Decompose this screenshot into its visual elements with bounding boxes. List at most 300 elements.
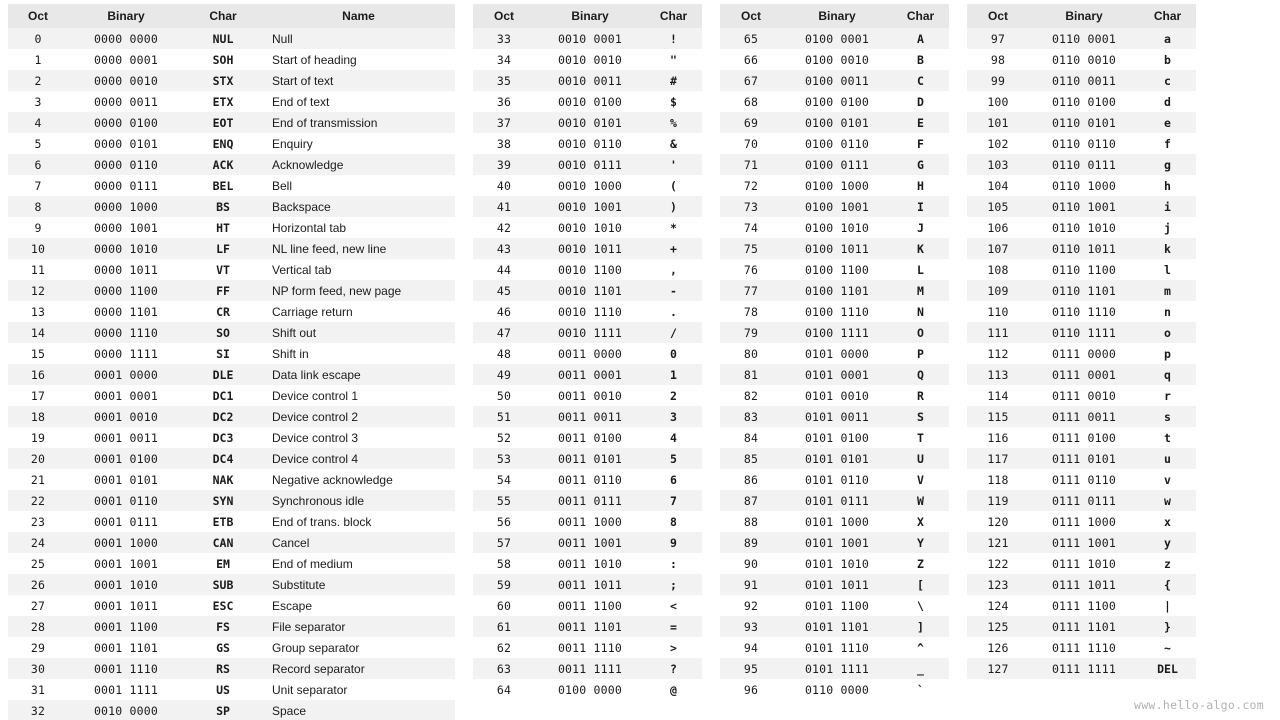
table-row (967, 154, 1196, 175)
table-row (720, 301, 949, 322)
cell-oct: 7 (34, 178, 42, 193)
cell-char: DLE (212, 367, 234, 382)
table-row (720, 385, 949, 406)
cell-char: } (1164, 619, 1171, 634)
cell-binary: 0110 0011 (1051, 73, 1117, 88)
cell-char: C (917, 73, 924, 88)
table-row (967, 175, 1196, 196)
cell-oct: 104 (987, 178, 1009, 193)
cell-char: k (1164, 241, 1171, 256)
cell-char: j (1164, 220, 1171, 235)
cell-binary: 0010 0111 (557, 157, 623, 172)
cell-name: Shift out (272, 325, 317, 340)
cell-char: 6 (670, 472, 677, 487)
cell-oct: 23 (30, 514, 46, 529)
cell-char: q (1164, 367, 1171, 382)
table-row (473, 616, 702, 637)
cell-char: # (670, 73, 677, 88)
cell-oct: 59 (496, 577, 512, 592)
cell-binary: 0001 1001 (93, 556, 159, 571)
table-row (8, 511, 455, 532)
table-row (967, 322, 1196, 343)
cell-oct: 35 (496, 73, 512, 88)
cell-oct: 106 (987, 220, 1009, 235)
cell-char: y (1164, 535, 1171, 550)
cell-binary: 0010 0000 (93, 703, 159, 718)
table-row (8, 385, 455, 406)
table-row (8, 616, 455, 637)
cell-binary: 0001 1110 (93, 661, 159, 676)
cell-char: n (1164, 304, 1171, 319)
cell-binary: 0001 0010 (93, 409, 159, 424)
cell-oct: 92 (743, 598, 759, 613)
cell-oct: 40 (496, 178, 512, 193)
cell-binary: 0010 0101 (557, 115, 623, 130)
cell-char: ETB (212, 514, 234, 529)
cell-char: , (670, 262, 677, 277)
cell-oct: 29 (30, 640, 46, 655)
cell-binary: 0101 0010 (804, 388, 870, 403)
cell-binary: 0010 1100 (557, 262, 623, 277)
cell-char: SO (216, 325, 230, 340)
cell-char: BEL (212, 178, 234, 193)
table-row (720, 658, 949, 679)
cell-binary: 0011 0111 (557, 493, 623, 508)
cell-oct: 20 (30, 451, 46, 466)
cell-binary: 0111 1101 (1051, 619, 1117, 634)
cell-char: < (670, 598, 677, 613)
cell-oct: 84 (743, 430, 759, 445)
cell-char: . (670, 304, 677, 319)
cell-oct: 100 (987, 94, 1009, 109)
cell-binary: 0000 0001 (93, 52, 159, 67)
table-row (473, 91, 702, 112)
cell-binary: 0010 1010 (557, 220, 623, 235)
cell-oct: 70 (743, 136, 759, 151)
table-row (720, 616, 949, 637)
cell-binary: 0001 0100 (93, 451, 159, 466)
cell-oct: 82 (743, 388, 759, 403)
cell-char: FF (216, 283, 230, 298)
cell-char: 5 (670, 451, 677, 466)
cell-binary: 0111 0001 (1051, 367, 1117, 382)
cell-binary: 0110 0000 (804, 682, 870, 697)
table-row (720, 490, 949, 511)
table-row (473, 343, 702, 364)
cell-char: ] (917, 619, 924, 634)
cell-char: GS (216, 640, 230, 655)
cell-char: EM (216, 556, 230, 571)
cell-char: SYN (212, 493, 234, 508)
cell-binary: 0110 1011 (1051, 241, 1117, 256)
cell-oct: 90 (743, 556, 759, 571)
cell-char: W (917, 493, 924, 508)
table-row (473, 385, 702, 406)
table-row (967, 91, 1196, 112)
cell-name: Substitute (272, 577, 326, 592)
cell-oct: 5 (34, 136, 42, 151)
cell-oct: 83 (743, 409, 759, 424)
cell-oct: 108 (987, 262, 1009, 277)
cell-oct: 9 (34, 220, 42, 235)
cell-char: z (1164, 556, 1171, 571)
cell-binary: 0001 1100 (93, 619, 159, 634)
table-row (8, 637, 455, 658)
cell-oct: 8 (34, 199, 42, 214)
cell-name: Group separator (272, 640, 360, 655)
table-row (720, 637, 949, 658)
table-row (473, 154, 702, 175)
table-row (967, 112, 1196, 133)
cell-char: R (917, 388, 924, 403)
table-row (967, 469, 1196, 490)
table-header-row (473, 4, 702, 28)
cell-name: Unit separator (272, 682, 348, 697)
table-row (8, 406, 455, 427)
cell-char: CAN (212, 535, 234, 550)
cell-oct: 26 (30, 577, 46, 592)
cell-char: + (670, 241, 677, 256)
cell-binary: 0001 1011 (93, 598, 159, 613)
cell-oct: 96 (743, 682, 759, 697)
cell-oct: 60 (496, 598, 512, 613)
cell-char: BS (216, 199, 230, 214)
table-row (967, 49, 1196, 70)
cell-char: l (1164, 262, 1171, 277)
table-row (720, 343, 949, 364)
cell-oct: 14 (30, 325, 46, 340)
table-row (720, 49, 949, 70)
cell-name: NL line feed, new line (272, 241, 387, 256)
table-row (967, 427, 1196, 448)
cell-char: 2 (670, 388, 677, 403)
cell-oct: 125 (987, 619, 1009, 634)
table-row (8, 427, 455, 448)
table-row (473, 70, 702, 91)
cell-char: [ (917, 577, 924, 592)
table-row (967, 406, 1196, 427)
cell-binary: 0110 1111 (1051, 325, 1117, 340)
cell-char: DC2 (212, 409, 234, 424)
cell-binary: 0111 1110 (1051, 640, 1117, 655)
cell-char: ^ (917, 640, 924, 655)
cell-oct: 31 (30, 682, 46, 697)
cell-oct: 98 (990, 52, 1006, 67)
table-row (8, 154, 455, 175)
cell-oct: 58 (496, 556, 512, 571)
column-header-oct: Oct (473, 4, 535, 28)
cell-oct: 32 (30, 703, 46, 718)
table-row (8, 700, 455, 720)
cell-oct: 43 (496, 241, 512, 256)
column-header-binary: Binary (68, 4, 184, 28)
cell-binary: 0000 0111 (93, 178, 159, 193)
cell-char: ? (670, 661, 677, 676)
cell-char: e (1164, 115, 1171, 130)
cell-binary: 0100 1100 (804, 262, 870, 277)
cell-binary: 0011 1001 (557, 535, 623, 550)
cell-oct: 51 (496, 409, 512, 424)
cell-oct: 87 (743, 493, 759, 508)
cell-binary: 0111 1100 (1051, 598, 1117, 613)
cell-binary: 0000 0011 (93, 94, 159, 109)
table-row (720, 532, 949, 553)
cell-char: T (917, 430, 924, 445)
cell-oct: 93 (743, 619, 759, 634)
table-row (473, 469, 702, 490)
cell-oct: 3 (34, 94, 42, 109)
cell-oct: 42 (496, 220, 512, 235)
cell-binary: 0000 1001 (93, 220, 159, 235)
cell-char: E (917, 115, 924, 130)
cell-char: - (670, 283, 677, 298)
table-row (473, 217, 702, 238)
ascii-tables-container (8, 4, 1196, 720)
cell-binary: 0001 1101 (93, 640, 159, 655)
table-row (720, 196, 949, 217)
cell-oct: 75 (743, 241, 759, 256)
cell-oct: 48 (496, 346, 512, 361)
cell-binary: 0010 1011 (557, 241, 623, 256)
table-row (967, 259, 1196, 280)
cell-oct: 2 (34, 73, 42, 88)
cell-binary: 0001 1000 (93, 535, 159, 550)
cell-binary: 0110 1010 (1051, 220, 1117, 235)
cell-binary: 0101 1000 (804, 514, 870, 529)
cell-oct: 111 (987, 325, 1009, 340)
cell-name: Start of heading (272, 52, 357, 67)
cell-char: US (216, 682, 230, 697)
cell-oct: 36 (496, 94, 512, 109)
cell-binary: 0000 1110 (93, 325, 159, 340)
cell-oct: 6 (34, 157, 42, 172)
table-row (720, 595, 949, 616)
cell-binary: 0011 0001 (557, 367, 623, 382)
table-row (720, 427, 949, 448)
cell-binary: 0110 1001 (1051, 199, 1117, 214)
cell-binary: 0001 0000 (93, 367, 159, 382)
table-row (473, 406, 702, 427)
cell-char: SUB (212, 577, 234, 592)
cell-binary: 0100 0001 (804, 31, 870, 46)
table-row (967, 343, 1196, 364)
cell-binary: 0001 1010 (93, 577, 159, 592)
cell-char: LF (216, 241, 230, 256)
cell-binary: 0111 0100 (1051, 430, 1117, 445)
cell-oct: 81 (743, 367, 759, 382)
cell-char: ENQ (212, 136, 234, 151)
cell-binary: 0000 1011 (93, 262, 159, 277)
cell-char: Z (917, 556, 924, 571)
cell-name: End of transmission (272, 115, 378, 130)
cell-char: Y (917, 535, 924, 550)
cell-char: ; (670, 577, 677, 592)
table-row (8, 301, 455, 322)
cell-oct: 67 (743, 73, 759, 88)
cell-name: Data link escape (272, 367, 361, 382)
table-row (473, 574, 702, 595)
cell-binary: 0111 0000 (1051, 346, 1117, 361)
column-header-oct: Oct (967, 4, 1029, 28)
cell-oct: 50 (496, 388, 512, 403)
table-row (8, 49, 455, 70)
table-row (720, 322, 949, 343)
table-row (720, 511, 949, 532)
cell-char: > (670, 640, 677, 655)
cell-char: $ (670, 94, 677, 109)
cell-binary: 0111 0111 (1051, 493, 1117, 508)
cell-oct: 116 (987, 430, 1009, 445)
cell-binary: 0100 1110 (804, 304, 870, 319)
cell-binary: 0111 0010 (1051, 388, 1117, 403)
cell-binary: 0110 1100 (1051, 262, 1117, 277)
cell-name: Device control 2 (272, 409, 359, 424)
cell-binary: 0100 0110 (804, 136, 870, 151)
table-row (720, 28, 949, 49)
table-row (473, 175, 702, 196)
cell-char: ` (917, 682, 924, 697)
cell-binary: 0101 0000 (804, 346, 870, 361)
cell-oct: 22 (30, 493, 46, 508)
table-row (967, 301, 1196, 322)
cell-name: Null (272, 31, 293, 46)
cell-binary: 0000 1100 (93, 283, 159, 298)
cell-binary: 0101 0110 (804, 472, 870, 487)
cell-oct: 117 (987, 451, 1009, 466)
column-header-binary: Binary (782, 4, 892, 28)
cell-oct: 68 (743, 94, 759, 109)
cell-char: ) (670, 199, 677, 214)
table-row (8, 280, 455, 301)
cell-binary: 0100 1011 (804, 241, 870, 256)
cell-binary: 0110 0010 (1051, 52, 1117, 67)
cell-oct: 101 (987, 115, 1009, 130)
cell-binary: 0100 1101 (804, 283, 870, 298)
cell-char: p (1164, 346, 1171, 361)
cell-char: ! (670, 31, 677, 46)
table-row (473, 196, 702, 217)
table-row (8, 259, 455, 280)
cell-binary: 0101 0101 (804, 451, 870, 466)
cell-binary: 0111 1000 (1051, 514, 1117, 529)
table-row (8, 469, 455, 490)
cell-char: U (917, 451, 924, 466)
cell-char: P (917, 346, 924, 361)
table-row (8, 133, 455, 154)
table-row (967, 385, 1196, 406)
cell-char: 9 (670, 535, 677, 550)
cell-char: Q (917, 367, 924, 382)
cell-name: End of medium (272, 556, 353, 571)
cell-char: ESC (212, 598, 234, 613)
table-row (473, 112, 702, 133)
cell-name: Space (272, 703, 307, 718)
cell-oct: 115 (987, 409, 1009, 424)
cell-oct: 17 (30, 388, 46, 403)
cell-binary: 0010 1000 (557, 178, 623, 193)
cell-name: File separator (272, 619, 346, 634)
cell-binary: 0101 0001 (804, 367, 870, 382)
table-row (8, 343, 455, 364)
table-row (473, 595, 702, 616)
cell-oct: 11 (30, 262, 46, 277)
table-row (967, 280, 1196, 301)
table-row (473, 637, 702, 658)
table-row (473, 553, 702, 574)
cell-binary: 0011 0101 (557, 451, 623, 466)
cell-char: DC3 (212, 430, 234, 445)
cell-binary: 0100 1010 (804, 220, 870, 235)
cell-char: STX (212, 73, 234, 88)
table-row (8, 553, 455, 574)
cell-binary: 0101 0100 (804, 430, 870, 445)
column-header-char: Char (645, 4, 702, 28)
table-row (967, 532, 1196, 553)
cell-binary: 0100 0101 (804, 115, 870, 130)
table-row (473, 133, 702, 154)
ascii-table-punctuation-digits (473, 4, 702, 700)
cell-binary: 0110 0001 (1051, 31, 1117, 46)
cell-binary: 0011 0010 (557, 388, 623, 403)
table-row (967, 637, 1196, 658)
cell-binary: 0000 1000 (93, 199, 159, 214)
cell-char: X (917, 514, 924, 529)
cell-char: { (1164, 577, 1171, 592)
cell-char: 0 (670, 346, 677, 361)
cell-char: NUL (212, 31, 234, 46)
cell-oct: 74 (743, 220, 759, 235)
cell-binary: 0010 0011 (557, 73, 623, 88)
cell-char: RS (216, 661, 230, 676)
cell-char: SOH (212, 52, 234, 67)
cell-oct: 0 (34, 31, 42, 46)
table-row (8, 217, 455, 238)
table-row (967, 217, 1196, 238)
table-row (720, 112, 949, 133)
cell-binary: 0111 0011 (1051, 409, 1117, 424)
cell-char: _ (917, 661, 924, 676)
cell-char: | (1164, 598, 1171, 613)
cell-name: Carriage return (272, 304, 353, 319)
table-row (720, 259, 949, 280)
table-row (720, 553, 949, 574)
cell-char: 8 (670, 514, 677, 529)
table-row (473, 322, 702, 343)
cell-name: Shift in (272, 346, 309, 361)
cell-oct: 65 (743, 31, 759, 46)
cell-name: Cancel (272, 535, 310, 550)
cell-oct: 41 (496, 199, 512, 214)
ascii-table-control-characters (8, 4, 455, 720)
cell-name: Enquiry (272, 136, 313, 151)
cell-oct: 53 (496, 451, 512, 466)
cell-oct: 28 (30, 619, 46, 634)
cell-char: r (1164, 388, 1171, 403)
table-row (473, 490, 702, 511)
column-header-char: Char (1139, 4, 1196, 28)
table-row (967, 70, 1196, 91)
table-row (473, 280, 702, 301)
cell-oct: 62 (496, 640, 512, 655)
cell-char: SP (216, 703, 230, 718)
table-row (967, 616, 1196, 637)
cell-binary: 0111 0101 (1051, 451, 1117, 466)
cell-oct: 15 (30, 346, 46, 361)
table-row (473, 364, 702, 385)
table-row (720, 91, 949, 112)
table-row (8, 679, 455, 700)
cell-char: h (1164, 178, 1171, 193)
